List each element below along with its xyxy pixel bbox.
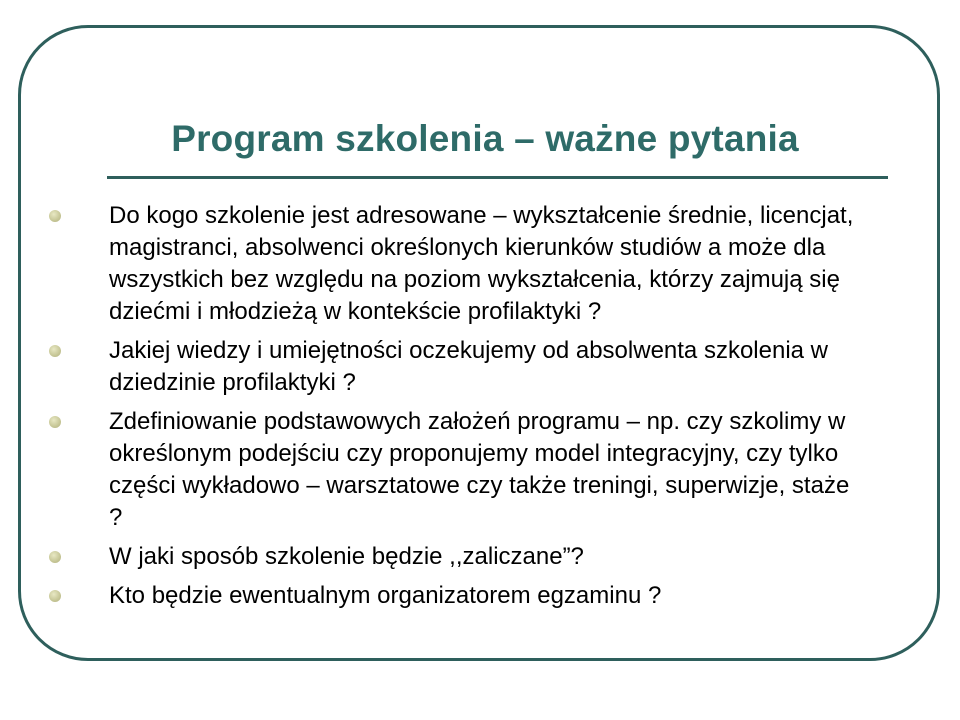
bullet-item: [0, 200, 960, 328]
bullet-dot-icon: [49, 416, 61, 428]
bullet-list: [0, 200, 960, 619]
bullet-dot-icon: [49, 590, 61, 602]
bullet-item: [0, 335, 960, 399]
bullet-item: [0, 406, 960, 534]
slide-title: Program szkolenia – ważne pytania: [171, 118, 799, 159]
bullet-text: Zdefiniowanie podstawowych założeń programu – np. czy szkolimy w określonym podejściu czy proponujemy model integracyjny, czy tylko części wykładowo – warsztatowe czy także treningi, superwizje, staże ?: [109, 408, 850, 531]
bullet-item: [0, 541, 960, 573]
bullet-dot-icon: [49, 210, 61, 222]
bullet-dot-icon: [49, 345, 61, 357]
bullet-item: [0, 580, 960, 612]
bullet-text: W jaki sposób szkolenie będzie ,,zaliczane”?: [109, 543, 584, 570]
bullet-text: Jakiej wiedzy i umiejętności oczekujemy od absolwenta szkolenia w dziedzinie profilaktyki ?: [109, 337, 829, 396]
bullet-dot-icon: [49, 551, 61, 563]
title-underline: [107, 176, 888, 179]
bullet-text: Do kogo szkolenie jest adresowane – wykształcenie średnie, licencjat, magistranci, absolwenci określonych kierunków studiów a może dla wszystkich bez względu na poziom wykształcenia, którzy zajmują się dziećmi i młodzieżą w kontekście profilaktyki ?: [109, 202, 854, 325]
bullet-text: Kto będzie ewentualnym organizatorem egzaminu ?: [109, 582, 662, 609]
